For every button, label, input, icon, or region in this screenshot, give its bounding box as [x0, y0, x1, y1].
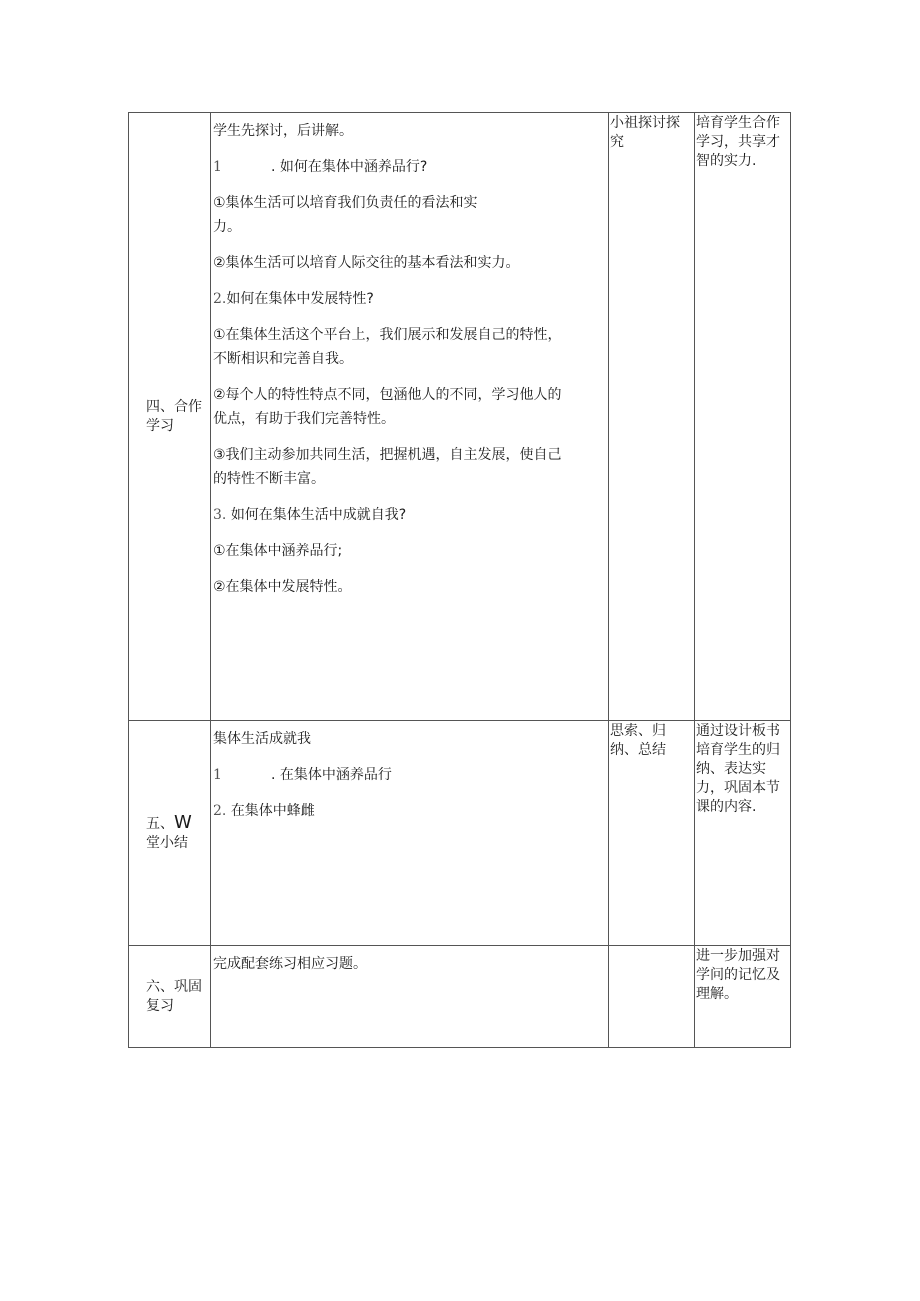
stage-label-part: 五、: [146, 816, 174, 832]
content-cell: [211, 721, 609, 946]
activity-cell: [609, 946, 695, 1048]
activity-cell: [609, 721, 695, 946]
content-line: [213, 763, 604, 799]
content-line: 不断相识和完善自我。: [213, 351, 353, 367]
content-line: ①集体生活可以培育我们负责任的看法和实: [213, 195, 478, 211]
content-line: 优点，有助于我们完善特性。: [213, 411, 395, 427]
content-line: ②每个人的特性特点不同，包涵他人的不同，学习他人的: [213, 387, 562, 403]
activity-cell: [609, 113, 695, 721]
content-line: ①在集体生活这个平台上，我们展示和发展自己的特性，: [213, 327, 562, 343]
content-line: [213, 155, 604, 191]
item-text: 如何在集体生活中成就自我?: [230, 507, 407, 523]
stage-label-part: 堂小结: [146, 835, 188, 851]
item-number: 1: [213, 767, 222, 783]
item-text: 如何在集体中发展特性?: [226, 291, 374, 307]
intent-cell: [695, 113, 791, 721]
content-line: ②在集体中发展特性。: [213, 579, 352, 595]
content-line: ②集体生活可以培育人际交往的基本看法和实力。: [213, 255, 520, 271]
stage-label: 四、合作学习: [146, 398, 202, 434]
content-line: [213, 503, 604, 539]
stage-cell: [129, 946, 211, 1048]
item-text: 在集体中蜂雌: [230, 803, 315, 819]
content-line: 集体生活成就我: [213, 731, 311, 747]
stage-label-part: W: [174, 812, 192, 833]
item-number: 2.: [213, 291, 227, 307]
intent-cell: [695, 721, 791, 946]
stage-label: 六、巩固复习: [146, 978, 202, 1014]
content-line: 完成配套练习相应习题。: [213, 956, 367, 972]
item-text: . 在集体中涵养品行: [271, 767, 392, 783]
table-row: [129, 946, 791, 1048]
content-line: [213, 287, 604, 323]
table-row: [129, 113, 791, 721]
intent-text: 培育学生合作学习，共享才智的实力.: [696, 115, 780, 169]
content-line: [213, 799, 604, 835]
content-line: ③我们主动参加共同生活，把握机遇，自主发展，使自己: [213, 447, 562, 463]
intent-cell: [695, 946, 791, 1048]
item-text: . 如何在集体中涵养品行?: [271, 159, 428, 175]
intent-text: 通过设计板书培育学生的归纳、表达实力，巩固本节课的内容.: [696, 723, 780, 815]
item-number: 1: [213, 159, 222, 175]
content-line: 学生先探讨，后讲解。: [213, 123, 353, 139]
lesson-plan-table: [128, 112, 791, 1048]
stage-cell: [129, 113, 211, 721]
table-row: [129, 721, 791, 946]
activity-text: 思索、归纳、总结: [610, 723, 666, 758]
intent-text: 进一步加强对学问的记忆及理解。: [696, 948, 780, 1002]
content-line: ①在集体中涵养品行;: [213, 543, 343, 559]
activity-text: 小祖探讨探究: [610, 115, 680, 150]
item-number: 3.: [213, 507, 227, 523]
stage-label: [146, 812, 192, 851]
item-number: 2.: [213, 803, 227, 819]
stage-cell: [129, 721, 211, 946]
content-line: 力。: [213, 219, 241, 235]
content-line: 的特性不断丰富。: [213, 471, 325, 487]
content-cell: [211, 113, 609, 721]
content-cell: [211, 946, 609, 1048]
